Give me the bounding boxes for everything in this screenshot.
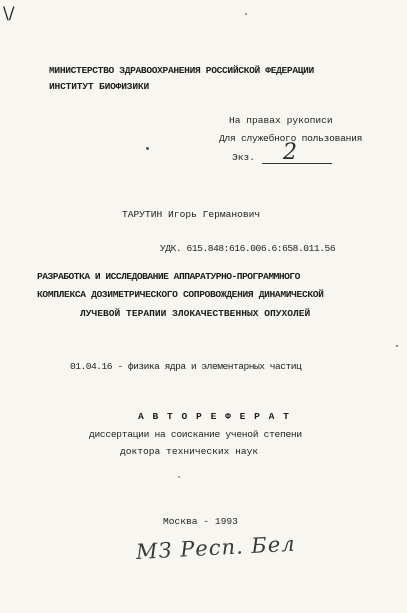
place-and-year: Москва - 1993 [163, 516, 238, 527]
scan-speck [146, 147, 149, 150]
abstract-line-1: диссертации на соискание ученой степени [89, 429, 302, 440]
title-line-1: РАЗРАБОТКА И ИССЛЕДОВАНИЕ АППАРАТУРНО-ПРОГРАММНОГО [37, 271, 300, 282]
scan-speck [245, 13, 247, 15]
rights-note: На правах рукописи [229, 115, 333, 126]
abstract-line-2: доктора технических наук [120, 446, 259, 457]
specialty-code: 01.04.16 - физика ядра и элементарных частиц [70, 361, 302, 372]
scan-speck [396, 345, 398, 347]
copy-label: Экз. [232, 152, 256, 163]
handwritten-library-mark: МЗ Респ. Бел [135, 531, 297, 564]
ministry-heading: МИНИСТЕРСТВО ЗДРАВООХРАНЕНИЯ РОССИЙСКОЙ ФЕДЕРАЦИИ [49, 65, 314, 76]
scan-speck [178, 476, 180, 478]
restricted-use-note: Для служебного пользования [219, 133, 363, 144]
corner-mark: \/ [3, 4, 15, 24]
author-name: ТАРУТИН Игорь Германович [122, 209, 261, 220]
abstract-heading: А В Т О Р Е Ф Е Р А Т [138, 411, 291, 422]
udc-code: УДК. 615.848:616.006.6:658.011.56 [160, 243, 336, 254]
copy-number: 2 [283, 140, 297, 165]
title-line-2: КОМПЛЕКСА ДОЗИМЕТРИЧЕСКОГО СОПРОВОЖДЕНИЯ ДИНАМИЧЕСКОЙ [37, 289, 324, 300]
institute-heading: ИНСТИТУТ БИОФИЗИКИ [49, 81, 150, 92]
title-line-3: ЛУЧЕВОЙ ТЕРАПИИ ЗЛОКАЧЕСТВЕННЫХ ОПУХОЛЕЙ [80, 308, 311, 319]
copy-number-underline [262, 163, 332, 164]
